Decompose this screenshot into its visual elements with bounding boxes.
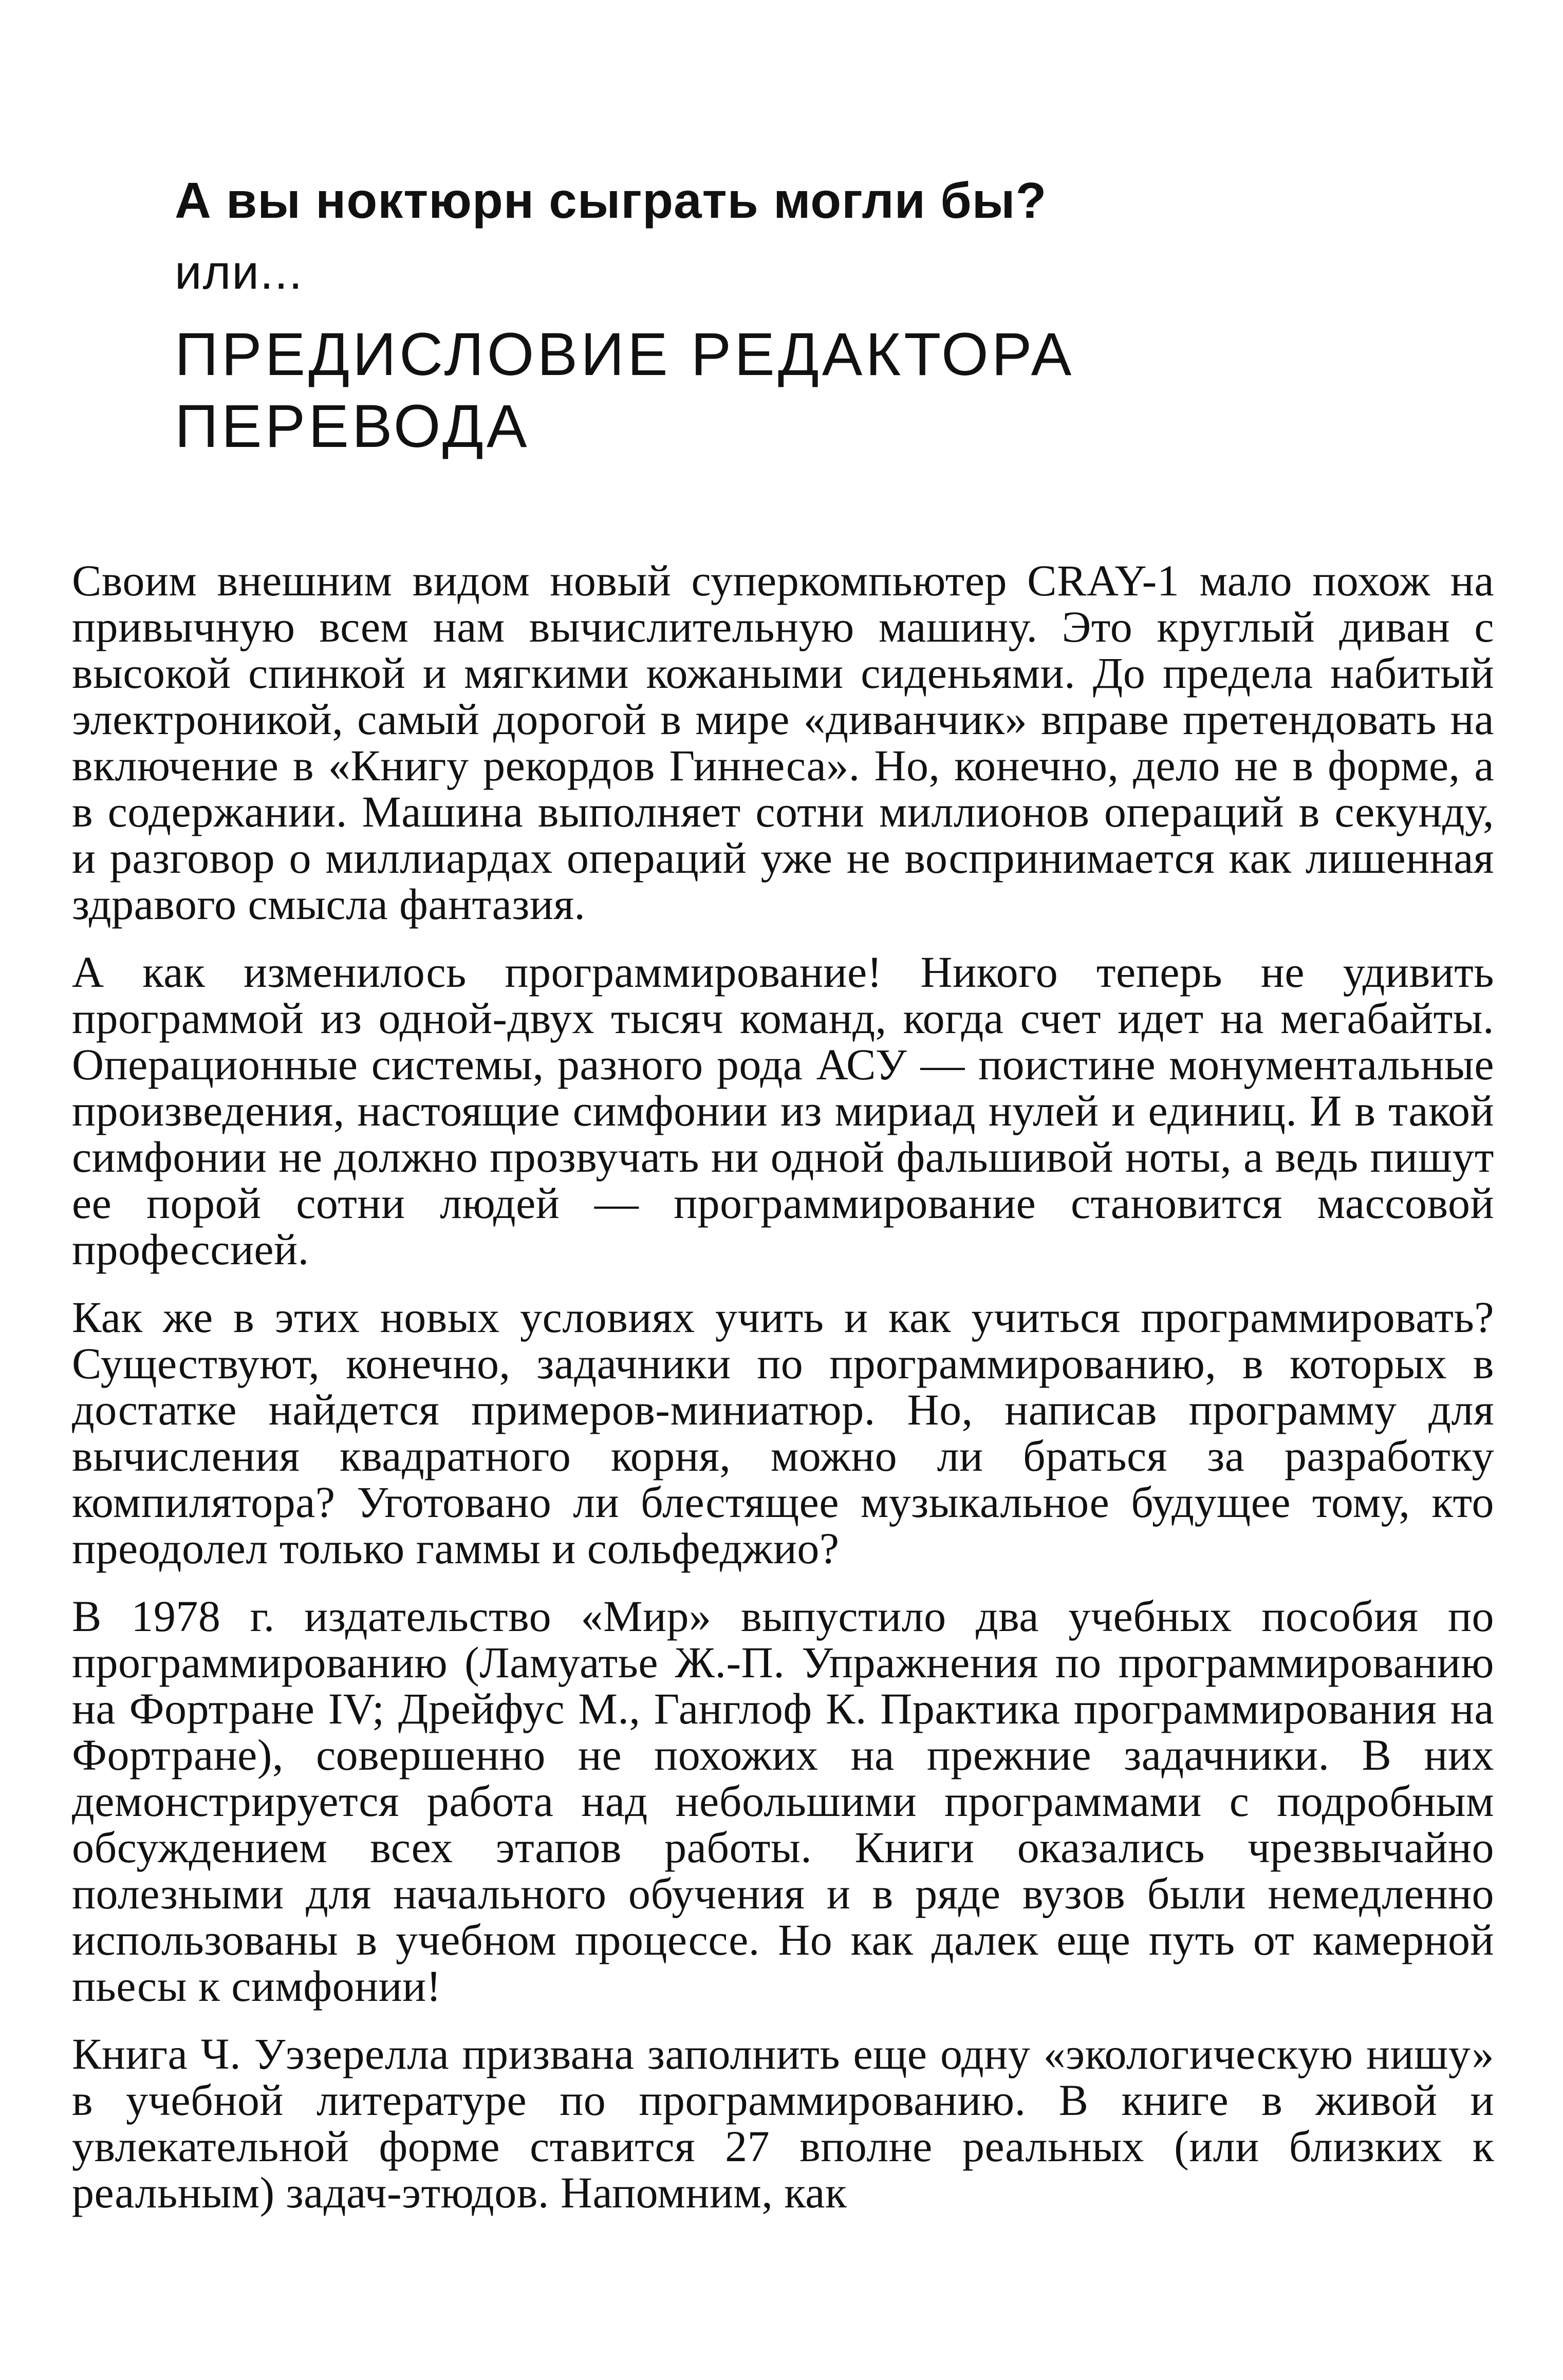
paragraph-2: А как изменилось программирование! Никого теперь не удивить программой из одной-двух тысяч команд, когда счет идет на мегабайты. Операционные системы, разного рода АСУ — поистине монументальные произведения, настоящие симфонии из мириад нулей и единиц. И в такой симфонии не должно прозвучать ни одной фальшивой ноты, а ведь пишут ее порой сотни людей — программирование становится массовой профессией. [72,947,1494,1274]
heading-block [175,170,1408,462]
paragraph-3: Как же в этих новых условиях учить и как учиться программировать? Существуют, конечно, задачники по программированию, в которых в достатке найдется примеров-миниатюр. Но, написав программу для вычисления квадратного корня, можно ли браться за разработку компилятора? Уготовано ли блестящее музыкальное будущее тому, кто преодолел только гаммы и сольфеджио? [72,1292,1494,1573]
or-text: или... [175,245,304,299]
subtitle: А вы ноктюрн сыграть могли бы? [175,172,1047,229]
paragraph-1: Своим внешним видом новый суперкомпьютер CRAY-1 мало похож на привычную всем нам вычислительную машину. Это круглый диван с высокой спинкой и мягкими кожаными сиденьями. До предела набитый электроникой, самый дорогой в мире «диванчик» вправе претендовать на включение в «Книгу рекордов Гиннеса». Но, конечно, дело не в форме, а в содержании. Машина выполняет сотни миллионов операций в секунду, и разговор о миллиардах операций уже не воспринимается как лишенная здравого смысла фантазия. [72,556,1494,929]
page-title: ПРЕДИСЛОВИЕ РЕДАКТОРА ПЕРЕВОДА [175,321,1075,460]
paragraph-5: Книга Ч. Уэзерелла призвана заполнить еще одну «экологическую нишу» в учебной литературе по программированию. В книге в живой и увлекательной форме ставится 27 вполне реальных (или близких к реальным) задач-этюдов. Напомним, как [72,2029,1494,2217]
body-text [72,557,1494,2237]
paragraph-4: В 1978 г. издательство «Мир» выпустило два учебных пособия по программированию (Ламуатье Ж.-П. Упражнения по программированию на Фортране IV; Дрейфус М., Ганглоф К. Практика программирования на Фортране), совершенно не похожих на прежние задачники. В них демонстрируется работа над небольшими программами с подробным обсуждением всех этапов работы. Книги оказались чрезвычайно полезными для начального обучения и в ряде вузов были немедленно использованы в учебном процессе. Но как далек еще путь от камерной пьесы к симфонии! [72,1591,1494,2011]
